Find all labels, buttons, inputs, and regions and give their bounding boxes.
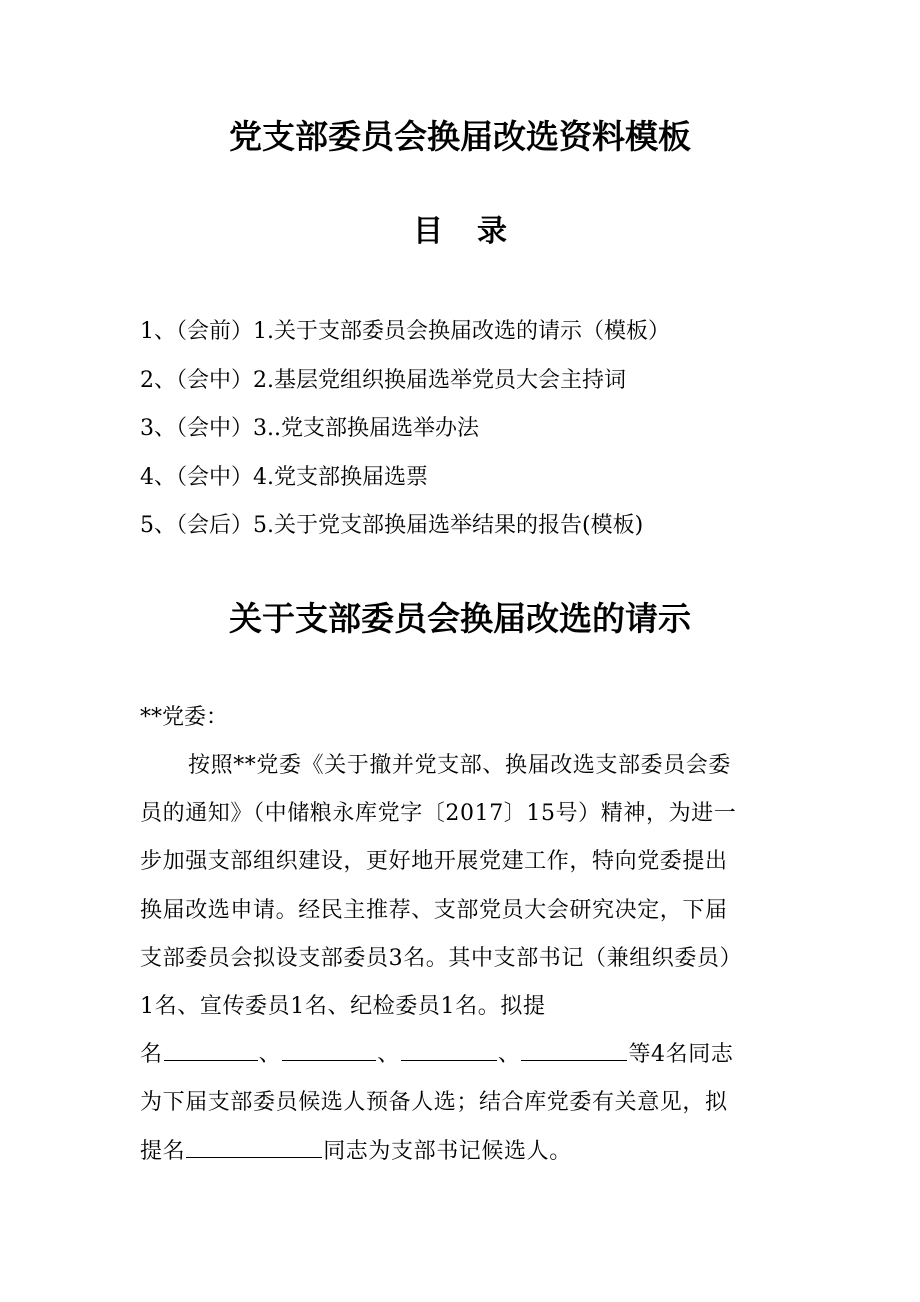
spread-token: 拟 <box>500 993 523 1019</box>
body-line: 支部委员会拟设支部委员3名。其中支部书记（兼组织委员） <box>140 945 743 971</box>
document-title: 党支部委员会换届改选资料模板 <box>229 117 691 156</box>
separator: 、 <box>258 1042 282 1068</box>
spread-token: 委 <box>245 993 268 1019</box>
spread-token: 委 <box>395 993 418 1019</box>
spread-token: 1 <box>140 993 155 1019</box>
blank-field <box>401 1038 497 1061</box>
body-line-text: 按照**党委《关于撤并党支部、换届改选支部委员会委 <box>188 753 732 778</box>
spread-token: 提 <box>522 993 546 1019</box>
body-line-spread <box>140 983 780 1031</box>
spread-token: 名 <box>304 993 328 1019</box>
toc-item: 4、（会中）4.党支部换届选票 <box>140 464 428 490</box>
secretary-line <box>140 1128 780 1176</box>
toc-item: 3、（会中）3..党支部换届选举办法 <box>140 416 479 441</box>
toc-item: 5、（会后）5.关于党支部换届选举结果的报告(模板) <box>140 513 644 538</box>
spread-token: 检 <box>372 993 396 1019</box>
spread-token: 宣 <box>199 993 223 1019</box>
nominee-prefix: 名 <box>140 1042 163 1068</box>
body-paragraph <box>140 742 780 1176</box>
toc-heading <box>0 210 920 254</box>
toc-item: 2、（会中）2.基层党组织换届选举党员大会主持词 <box>140 367 626 393</box>
secretary-prefix: 提名 <box>140 1138 186 1164</box>
spread-token: 传 <box>222 993 246 1019</box>
blank-field <box>521 1038 627 1061</box>
spread-token: 1 <box>290 993 305 1019</box>
blank-field <box>186 1135 322 1158</box>
nominee-line <box>140 1031 780 1079</box>
spread-token: 名 <box>154 993 178 1019</box>
toc-heading-right: 录 <box>477 214 507 249</box>
toc-item: 1、（会前）1.关于支部委员会换届改选的请示（模板） <box>140 319 670 344</box>
body-line: 员的通知》（中储粮永库党字〔2017〕15号）精神，为进一 <box>140 801 737 827</box>
spread-token: 员 <box>417 993 441 1019</box>
spread-token: 1 <box>440 993 456 1019</box>
table-of-contents <box>140 308 840 551</box>
separator: 、 <box>497 1042 521 1068</box>
spread-token: 纪 <box>350 993 373 1019</box>
body-line <box>140 742 780 790</box>
toc-heading-left: 目 <box>413 214 443 249</box>
salutation: **党委： <box>140 705 229 730</box>
blank-field <box>164 1038 258 1061</box>
nominee-suffix: 等4名同志 <box>628 1042 734 1068</box>
spread-token: 名 <box>455 993 478 1019</box>
body-line: 步加强支部组织建设，更好地开展党建工作，特向党委提出 <box>140 849 728 875</box>
separator: 、 <box>377 1042 400 1068</box>
spread-token: 员 <box>267 993 291 1019</box>
spread-token: 。 <box>477 993 501 1019</box>
body-line: 换届改选申请。经民主推荐、支部党员大会研究决定，下届 <box>140 897 728 923</box>
secretary-suffix: 同志为支部书记候选人。 <box>323 1138 572 1164</box>
blank-field <box>282 1038 376 1061</box>
section-title: 关于支部委员会换届改选的请示 <box>229 599 691 638</box>
spread-token: 、 <box>327 993 351 1019</box>
body-line: 为下届支部委员候选人预备人选；结合库党委有关意见，拟 <box>140 1090 728 1116</box>
spread-token: 、 <box>177 993 200 1019</box>
